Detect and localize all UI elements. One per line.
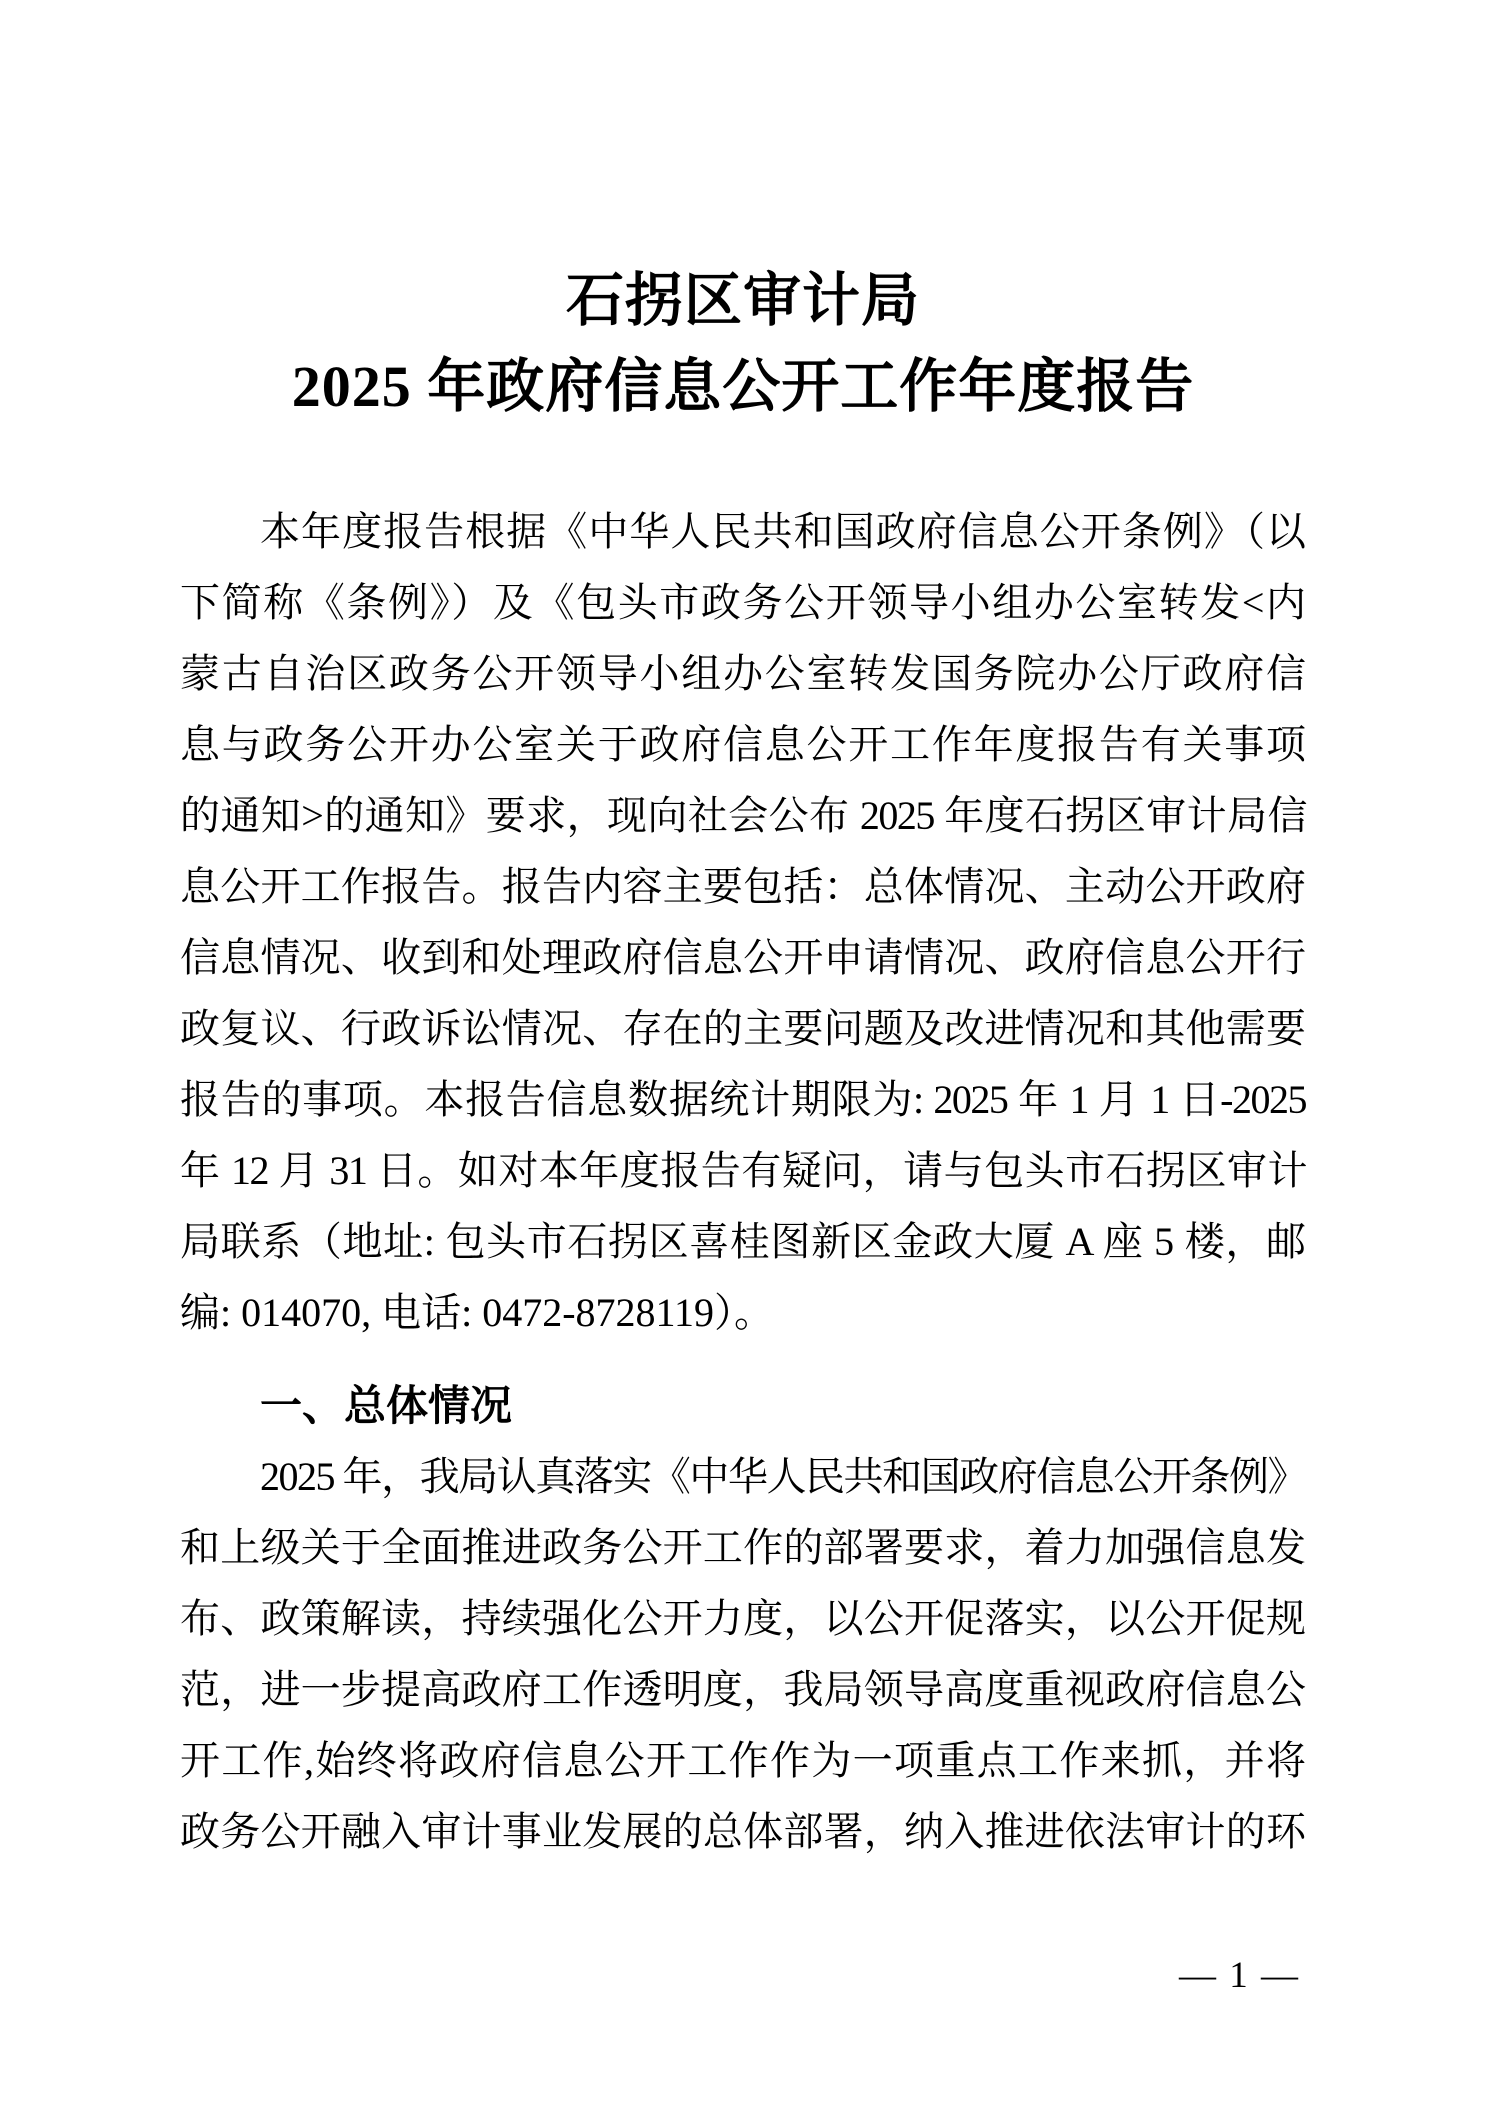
body-text-line: 信息情况、收到和处理政府信息公开申请情况、政府信息公开行 <box>180 935 1306 980</box>
body-text-line: 政复议、行政诉讼情况、存在的主要问题及改进情况和其他需要 <box>180 1006 1306 1051</box>
body-text-line: 局联系（地址: 包头市石拐区喜桂图新区金政大厦 A 座 5 楼，邮 <box>180 1219 1306 1264</box>
document-title-line-2: 2025 年政府信息公开工作年度报告 <box>291 354 1195 419</box>
body-text-line: 布、政策解读，持续强化公开力度，以公开促落实，以公开促规 <box>180 1596 1306 1641</box>
body-text-line: 息公开工作报告。报告内容主要包括：总体情况、主动公开政府 <box>180 864 1306 909</box>
document-title-line-1: 石拐区审计局 <box>565 268 920 333</box>
body-text-line: 报告的事项。本报告信息数据统计期限为: 2025 年 1 月 1 日-2025 <box>180 1077 1306 1122</box>
body-text-line: 本年度报告根据《中华人民共和国政府信息公开条例》（以 <box>260 509 1306 554</box>
page-number: — 1 — <box>1179 1955 1300 1996</box>
body-text-line: 范，进一步提高政府工作透明度，我局领导高度重视政府信息公 <box>180 1667 1306 1712</box>
document-title <box>180 258 1306 430</box>
body-text-line: 蒙古自治区政务公开领导小组办公室转发国务院办公厅政府信 <box>180 651 1306 696</box>
body-text-line: 政务公开融入审计事业发展的总体部署，纳入推进依法审计的环 <box>180 1809 1306 1854</box>
body-text-line: 下简称《条例》）及《包头市政务公开领导小组办公室转发<内 <box>180 580 1306 625</box>
section-heading-1: 一、总体情况 <box>260 1382 513 1429</box>
document-body <box>180 496 1306 1867</box>
body-text-line: 编: 014070, 电话: 0472-8728119）。 <box>180 1290 775 1335</box>
body-text-line: 开工作,始终将政府信息公开工作作为一项重点工作来抓，并将 <box>180 1738 1306 1783</box>
body-text-line: 息与政务公开办公室关于政府信息公开工作年度报告有关事项 <box>180 722 1306 767</box>
body-text-line: 2025 年，我局认真落实《中华人民共和国政府信息公开条例》 <box>260 1454 1306 1499</box>
body-text-line: 和上级关于全面推进政务公开工作的部署要求，着力加强信息发 <box>180 1525 1306 1570</box>
body-text-line: 年 12 月 31 日。如对本年度报告有疑问，请与包头市石拐区审计 <box>180 1148 1306 1193</box>
body-text-line: 的通知>的通知》要求，现向社会公布 2025 年度石拐区审计局信 <box>180 793 1306 838</box>
